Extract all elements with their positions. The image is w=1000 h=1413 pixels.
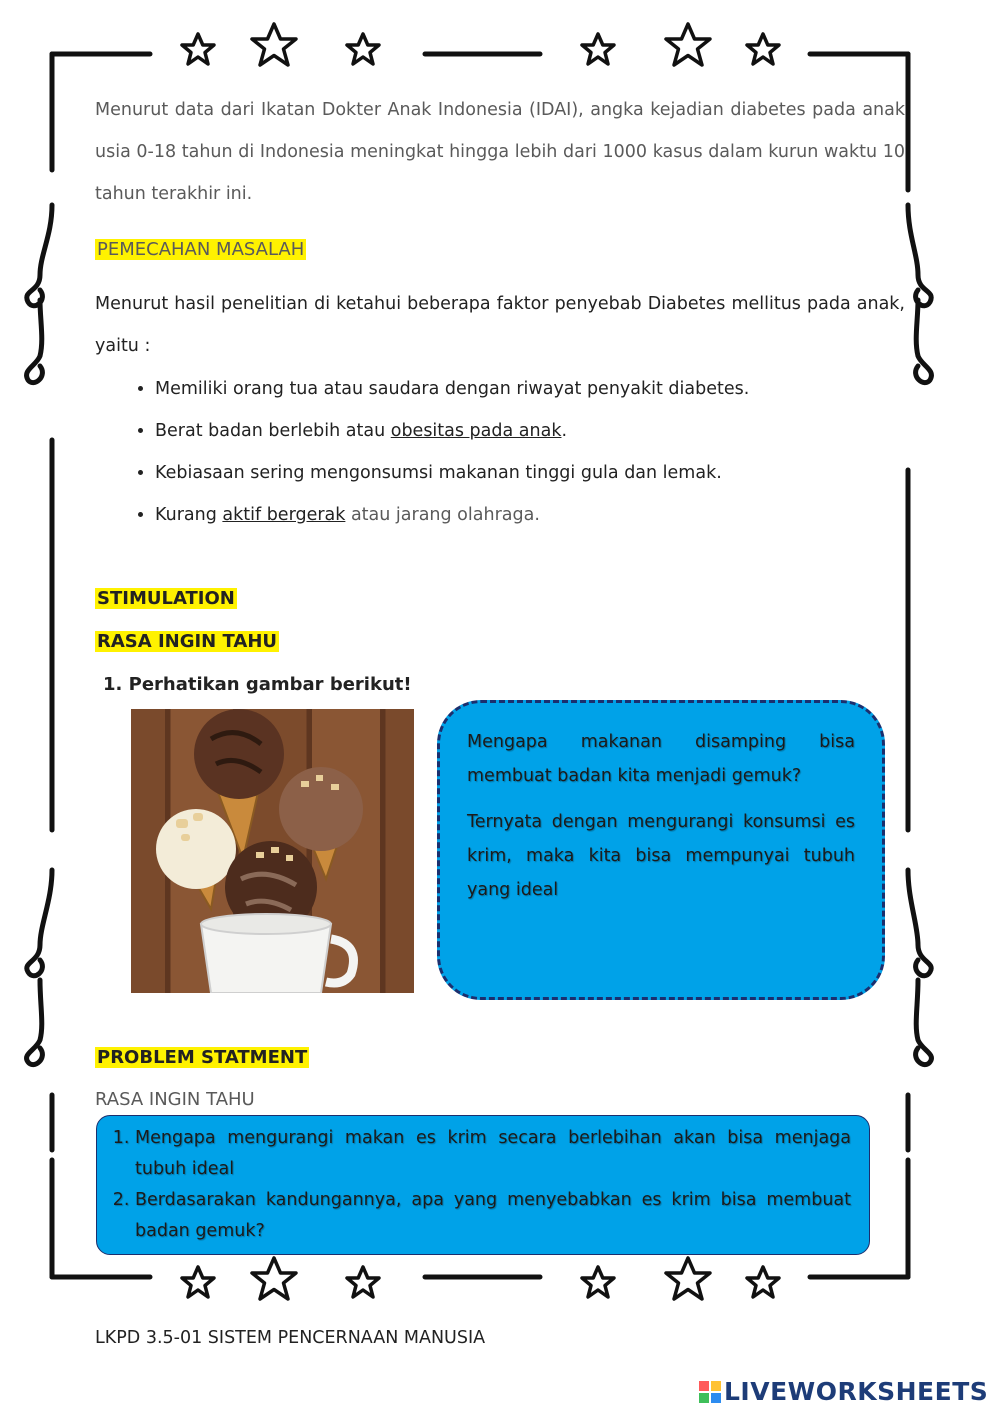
ice-cream-illustration <box>131 709 414 993</box>
question-bubble <box>437 700 885 1000</box>
heading-curiosity <box>95 629 279 655</box>
factor-text: Memiliki orang tua atau saudara dengan riwayat penyakit diabetes. <box>155 379 750 399</box>
heading-curiosity-2: RASA INGIN TAHU <box>95 1089 255 1110</box>
list-item <box>155 410 935 452</box>
bubble-answer: Ternyata dengan mengurangi konsumsi es krim, maka kita bisa mempunyai tubuh yang ideal <box>467 812 855 900</box>
active-link[interactable]: aktif bergerak <box>222 505 346 525</box>
factor-text: Kurang <box>155 505 223 525</box>
factor-text: atau jarang olahraga. <box>345 505 540 525</box>
heading-curiosity-label: RASA INGIN TAHU <box>97 631 278 652</box>
heading-problem-solving <box>95 237 306 263</box>
intro-paragraph: Menurut data dari Ikatan Dokter Anak Indonesia (IDAI), angka kejadian diabetes pada anak usia 0-18 tahun di Indonesia meningkat hingga lebih dari 1000 kasus dalam kurun waktu 10 tahun terakhir ini. <box>95 100 905 204</box>
ice-cream-image <box>131 709 414 993</box>
heading-stimulation-label: STIMULATION <box>97 588 235 609</box>
factors-intro: Menurut hasil penelitian di ketahui beberapa faktor penyebab Diabetes mellitus pada anak, yaitu : <box>95 294 905 356</box>
brand-name[interactable]: LIVEWORKSHEETS <box>724 1377 989 1406</box>
heading-problem-solving-label: PEMECAHAN MASALAH <box>97 239 305 260</box>
instruction-text: Perhatikan gambar berikut! <box>128 674 412 695</box>
question-box <box>96 1115 870 1255</box>
heading-problem-statement-label: PROBLEM STATMENT <box>97 1047 308 1068</box>
question-list <box>97 1123 851 1247</box>
liveworksheets-logo-icon <box>699 1381 721 1403</box>
list-item <box>155 368 935 410</box>
list-item <box>155 452 935 494</box>
obesity-link[interactable]: obesitas pada anak <box>390 421 562 441</box>
factor-text: Berat badan berlebih atau <box>155 421 391 441</box>
list-item <box>155 494 935 536</box>
heading-stimulation <box>95 586 237 612</box>
factor-list <box>120 368 935 536</box>
list-item: 1. Mengapa mengurangi makan es krim secara berlebihan akan bisa menjaga tubuh ideal <box>135 1123 851 1185</box>
list-item: 2. Berdasarakan kandungannya, apa yang menyebabkan es krim bisa membuat badan gemuk? <box>135 1185 851 1247</box>
factor-text: . <box>561 421 568 441</box>
heading-problem-statement <box>95 1045 309 1071</box>
instruction-number: 1. <box>103 674 123 695</box>
bubble-question: Mengapa makanan disamping bisa membuat badan kita menjadi gemuk? <box>467 732 855 786</box>
instruction <box>103 672 412 698</box>
footer-label: LKPD 3.5-01 SISTEM PENCERNAAN MANUSIA <box>95 1328 486 1348</box>
factor-text: Kebiasaan sering mengonsumsi makanan tinggi gula dan lemak. <box>155 463 722 483</box>
